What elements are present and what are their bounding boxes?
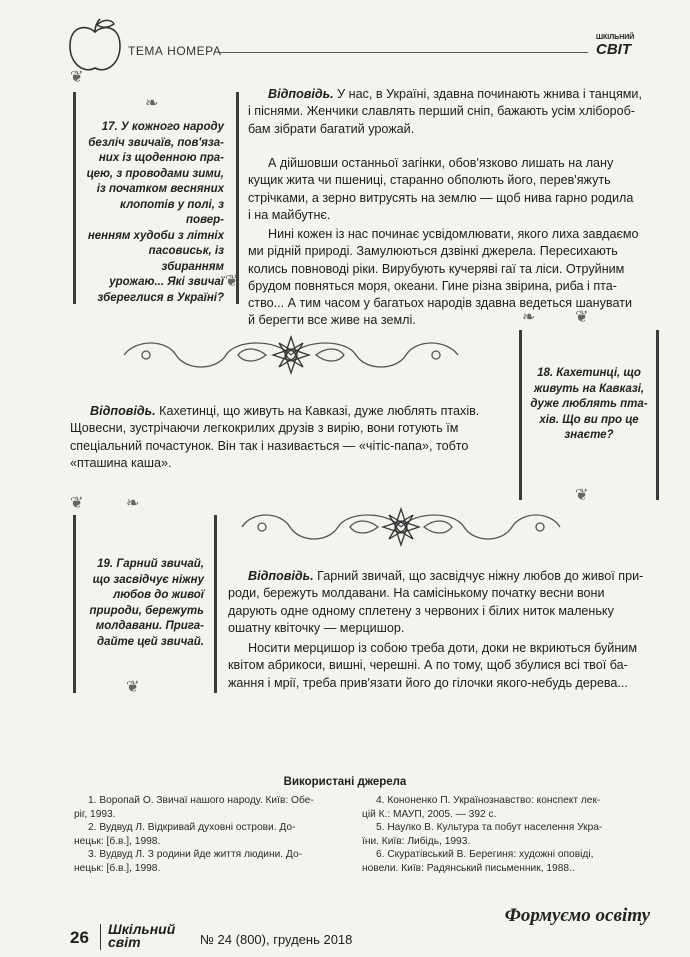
header-rule bbox=[218, 52, 588, 53]
answer-text: й берегти все живе на землі. bbox=[248, 313, 416, 328]
answer-text: ми рідній природі. Замулюються дзвінкі джерела. Пересихають bbox=[248, 244, 618, 259]
header-logo-big: СВІТ bbox=[596, 41, 631, 58]
answer-text: кущик жита чи пшениці, старанно обполють його, перев'яжуть bbox=[248, 173, 611, 188]
footer-logo-small: Шкільний bbox=[108, 921, 176, 937]
leaf-ornament-icon: ❧ bbox=[145, 95, 159, 112]
q17-line: безліч звичаїв, пов'яза- bbox=[88, 136, 224, 149]
answer-text: Кахетинці, що живуть на Кавказі, дуже люблять птахів. bbox=[155, 404, 480, 418]
answer-text: колись повноводі ріки. Вирубують кучеряві гаї та ліси. Отруйним bbox=[248, 261, 625, 276]
q19-line: любов до живої bbox=[113, 589, 204, 601]
q17-line: урожаю... Які звичаї bbox=[109, 276, 224, 288]
answer-19-paragraph-1 bbox=[228, 568, 650, 637]
answer-text: квітом абрикоси, вишні, черешні. А по тому, щоб збулися всі твої ба- bbox=[228, 658, 628, 673]
answer-text: жання і мрії, треба прив'язати його до гілочки якого-небудь дерева... bbox=[228, 675, 628, 690]
source-entry: новели. Київ: Радянський письменник, 1988.. bbox=[362, 862, 575, 874]
source-entry: 3. Вудвуд Л. З родини йде життя людини. До- bbox=[88, 849, 303, 861]
source-entry: нецьк: [б.в.], 1998. bbox=[74, 862, 161, 874]
answer-text: Щовесни, зустрічаючи легкокрилих друзів з вирію, вони готують їм bbox=[70, 421, 459, 436]
question-19-text bbox=[84, 557, 204, 650]
answer-text: «пташина каша». bbox=[70, 455, 172, 470]
sources-title: Використані джерела bbox=[283, 776, 407, 788]
q17-line: 17. У кожного народу bbox=[101, 121, 224, 133]
source-entry: 5. Наулко В. Культура та побут населення Укра- bbox=[376, 822, 603, 834]
sources-left-column bbox=[74, 794, 336, 876]
source-entry: 4. Кононенко П. Українознавство: конспект лек- bbox=[376, 795, 601, 806]
leaf-ornament-icon: ❦ bbox=[575, 487, 589, 504]
source-entry: 6. Скуратівський В. Берегиня: художні оповіді, bbox=[376, 849, 594, 861]
footer-divider bbox=[100, 924, 101, 950]
answer-label: Відповідь. bbox=[90, 404, 156, 418]
q19-line: дайте цей звичай. bbox=[97, 635, 204, 648]
answer-text: Носити мерцишор із собою треба доти, доки не вкриються буйним bbox=[248, 641, 637, 655]
q19-line: що засвідчує ніжну bbox=[92, 573, 204, 586]
question-17-text bbox=[86, 120, 224, 306]
leaf-ornament-icon: ❦ bbox=[225, 273, 239, 290]
leaf-ornament-icon: ❧ bbox=[126, 495, 140, 512]
answer-text: Нині кожен із нас починає усвідомлювати, якого лиха завдаємо bbox=[268, 227, 639, 241]
footer-logo-big: світ bbox=[108, 934, 141, 950]
answer-text: У нас, в Україні, здавна починають жнива і танцями, bbox=[333, 87, 642, 101]
answer-text: і на майбутнє. bbox=[248, 207, 331, 222]
issue-info: № 24 (800), грудень 2018 bbox=[200, 932, 353, 947]
answer-label: Відповідь. bbox=[248, 569, 314, 583]
section-label: ТЕМА НОМЕРА bbox=[128, 44, 222, 58]
source-entry: 1. Воропай О. Звичаї нашого народу. Київ: Обе- bbox=[88, 795, 314, 806]
footer-logo bbox=[108, 923, 175, 949]
q17-line: цею, з проводами зими, bbox=[86, 167, 224, 180]
leaf-ornament-icon: ❧ bbox=[522, 309, 536, 326]
answer-text: бам зібрати багатий урожай. bbox=[248, 121, 415, 136]
q19-line: 19. Гарний звичай, bbox=[97, 558, 204, 570]
answer-19-paragraph-2 bbox=[228, 640, 650, 692]
q18-line: дуже люблять пта- bbox=[530, 398, 648, 410]
sources-right-column bbox=[362, 794, 652, 876]
source-entry: їни. Київ: Либідь, 1993. bbox=[362, 835, 471, 847]
question-18-text bbox=[530, 366, 648, 444]
q17-line: із початком весняних bbox=[96, 183, 224, 195]
q17-line: них із щоденною пра- bbox=[98, 152, 224, 164]
q19-line: молдавани. Прига- bbox=[95, 620, 204, 632]
source-entry: ріг, 1993. bbox=[74, 808, 116, 820]
question-box-17 bbox=[73, 92, 239, 304]
q17-line: клопотів у полі, з повер- bbox=[120, 198, 224, 226]
question-box-18 bbox=[519, 330, 659, 500]
answer-text: стрічками, а зерно витрусять на землю — щоб нива гарно родила bbox=[248, 190, 634, 205]
floral-divider-icon bbox=[116, 333, 466, 377]
leaf-ornament-icon: ❦ bbox=[126, 679, 140, 696]
q18-line: живуть на Кавказі, bbox=[533, 382, 645, 395]
answer-text: брудом повняться моря, океани. Гине різна звірина, риба і пта- bbox=[248, 278, 617, 293]
q18-line: хів. Що ви про це bbox=[539, 413, 639, 426]
header-logo-small: ШКІЛЬНИЙ bbox=[596, 34, 635, 41]
q17-line: ненням худоби з літніх bbox=[87, 229, 224, 242]
answer-text: ошатну квіточку — мерцишор. bbox=[228, 620, 405, 635]
q18-line: 18. Кахетинці, що bbox=[537, 367, 641, 379]
q19-line: природи, бережуть bbox=[89, 604, 204, 617]
answer-label: Відповідь. bbox=[268, 87, 334, 101]
answer-17-paragraph-1 bbox=[248, 86, 648, 138]
answer-text: ство... А тим часом у багатьох народів здавна ведеться шанувати bbox=[248, 296, 633, 311]
answer-text: спеціальний почастунок. Він так і називається — «чітіс-папа», тобто bbox=[70, 438, 469, 453]
answer-text: роди, бережуть молдавани. На самісінькому початку весни вони bbox=[228, 586, 605, 601]
answer-18-paragraph bbox=[70, 403, 494, 472]
q17-line: збереглися в Україні? bbox=[97, 291, 224, 304]
answer-text: Гарний звичай, що засвідчує ніжну любов до живої при- bbox=[313, 569, 644, 583]
source-entry: нецьк: [б.в.], 1998. bbox=[74, 835, 161, 847]
answer-text: дарують одне одному сплетену з червоних і білих ниток маленьку bbox=[228, 603, 614, 618]
floral-divider-icon bbox=[236, 505, 566, 549]
leaf-ornament-icon: ❦ bbox=[70, 69, 84, 86]
question-box-19 bbox=[73, 515, 217, 693]
answer-17-paragraph-2 bbox=[248, 155, 648, 224]
source-entry: цій К.: МАУП, 2005. — 392 с. bbox=[362, 808, 497, 820]
leaf-ornament-icon: ❦ bbox=[575, 309, 589, 326]
q17-line: пасовиськ, із збиранням bbox=[148, 245, 224, 273]
q18-line: знаєте? bbox=[564, 429, 614, 441]
apple-icon bbox=[66, 16, 124, 76]
answer-text: і піснями. Женчики славлять перший сніп, бажають усім хлібороб- bbox=[248, 104, 635, 119]
leaf-ornament-icon: ❦ bbox=[70, 495, 84, 512]
source-entry: 2. Вудвуд Л. Відкривай духовні острови. До- bbox=[88, 822, 296, 834]
answer-text: А дійшовши останньої загінки, обов'язково лишать на лану bbox=[268, 156, 614, 170]
footer-tagline: Формуємо освіту bbox=[504, 905, 650, 926]
header-logo bbox=[596, 34, 634, 58]
page-number: 26 bbox=[70, 928, 89, 947]
